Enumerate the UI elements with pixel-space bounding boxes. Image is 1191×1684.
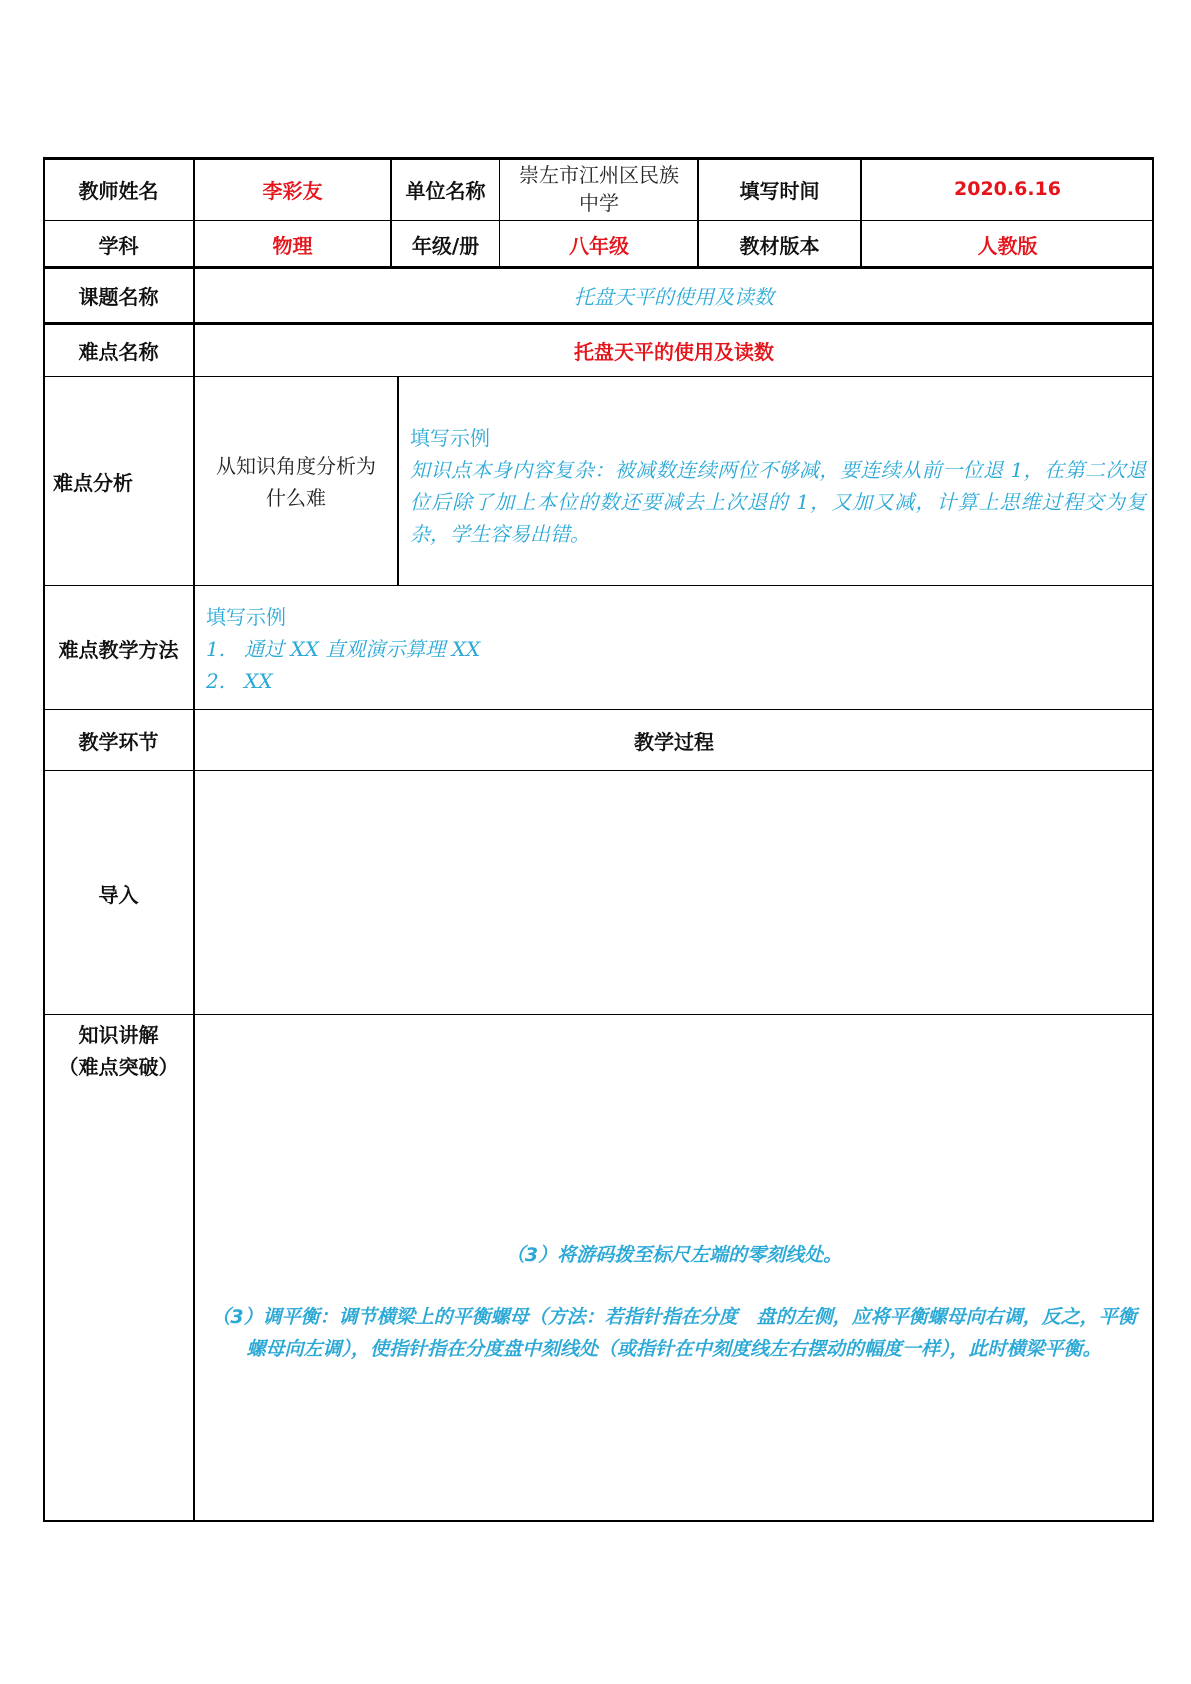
intro-label: 导入	[98, 882, 139, 907]
difficulty-value: 托盘天平的使用及读数	[574, 339, 774, 364]
fill-date-label: 填写时间	[739, 178, 820, 203]
teaching-process-label: 教学过程	[634, 730, 714, 754]
teaching-stage-label: 教学环节	[78, 730, 159, 754]
row-divider	[43, 266, 1154, 269]
grade-label: 年级/册	[411, 233, 480, 258]
column-divider	[860, 157, 862, 267]
row-divider	[43, 1014, 1154, 1015]
row-divider	[43, 709, 1154, 710]
subject-value: 物理	[272, 233, 313, 258]
teacher-name-label: 教师姓名	[78, 178, 159, 203]
row-divider	[43, 770, 1154, 771]
edition-label: 教材版本	[739, 233, 820, 258]
analysis-example-text: 知识点本身内容复杂：被减数连续两位不够减，要连续从前一位退 1，在第二次退位后除了加上本位的数还要减去上次退的 1，又加又减，计算上思维过程交为复杂，学生容易出错。	[410, 458, 1146, 546]
column-divider	[499, 157, 500, 267]
column-divider	[697, 157, 699, 267]
subject-label: 学科	[98, 233, 139, 258]
method-item-1: 1. 通过 XX 直观演示算理 XX	[206, 637, 481, 661]
column-divider	[397, 377, 399, 586]
method-item-2: 2. XX	[206, 669, 273, 693]
row-divider	[43, 376, 1154, 377]
row-divider	[43, 220, 1154, 221]
analysis-example	[398, 377, 1154, 586]
explain-paragraph-2: （3）调平衡：调节横梁上的平衡螺母（方法：若指针指在分度 盘的左侧，应将平衡螺母向右调，反之，平衡螺母向左调），使指针指在分度盘中刻线处（或指针在中刻度线左右摆动的幅度一样），此时横梁平衡。	[211, 1306, 1137, 1360]
method-content	[194, 586, 1154, 710]
teacher-name-value: 李彩友	[262, 178, 323, 203]
column-divider	[390, 157, 392, 267]
topic-label: 课题名称	[78, 284, 159, 309]
explain-label	[43, 1015, 194, 1522]
explain-content	[194, 1015, 1154, 1522]
unit-name-label: 单位名称	[405, 178, 486, 203]
table-border-right	[1152, 157, 1154, 1522]
topic-value: 托盘天平的使用及读数	[574, 284, 774, 309]
unit-name-line1: 崇左市江州区民族	[519, 163, 679, 187]
edition-value: 人教版	[977, 233, 1038, 258]
method-example-title: 填写示例	[206, 605, 286, 629]
table-border-top	[43, 157, 1154, 160]
analysis-example-title: 填写示例	[410, 426, 490, 450]
row-divider	[43, 585, 1154, 586]
analysis-sub-label: 从知识角度分析为什么难	[216, 453, 376, 510]
method-label: 难点教学方法	[58, 637, 179, 662]
grade-value: 八年级	[569, 233, 629, 258]
table-border-bottom	[43, 1520, 1154, 1522]
unit-name-line2: 中学	[579, 191, 619, 215]
lesson-plan-table	[43, 157, 1154, 1522]
row-divider	[43, 322, 1154, 325]
table-border-left	[43, 157, 45, 1522]
explain-paragraph-1: （3）将游码拨至标尺左端的零刻线处。	[505, 1244, 843, 1266]
analysis-label: 难点分析	[53, 471, 133, 495]
intro-content	[194, 771, 1154, 1015]
unit-name-value	[500, 157, 698, 221]
column-divider	[193, 157, 195, 1522]
explain-label-line1: 知识讲解	[78, 1023, 159, 1047]
fill-date-value: 2020.6.16	[954, 178, 1061, 200]
difficulty-label: 难点名称	[78, 339, 159, 364]
explain-label-line2: （难点突破）	[58, 1055, 179, 1079]
